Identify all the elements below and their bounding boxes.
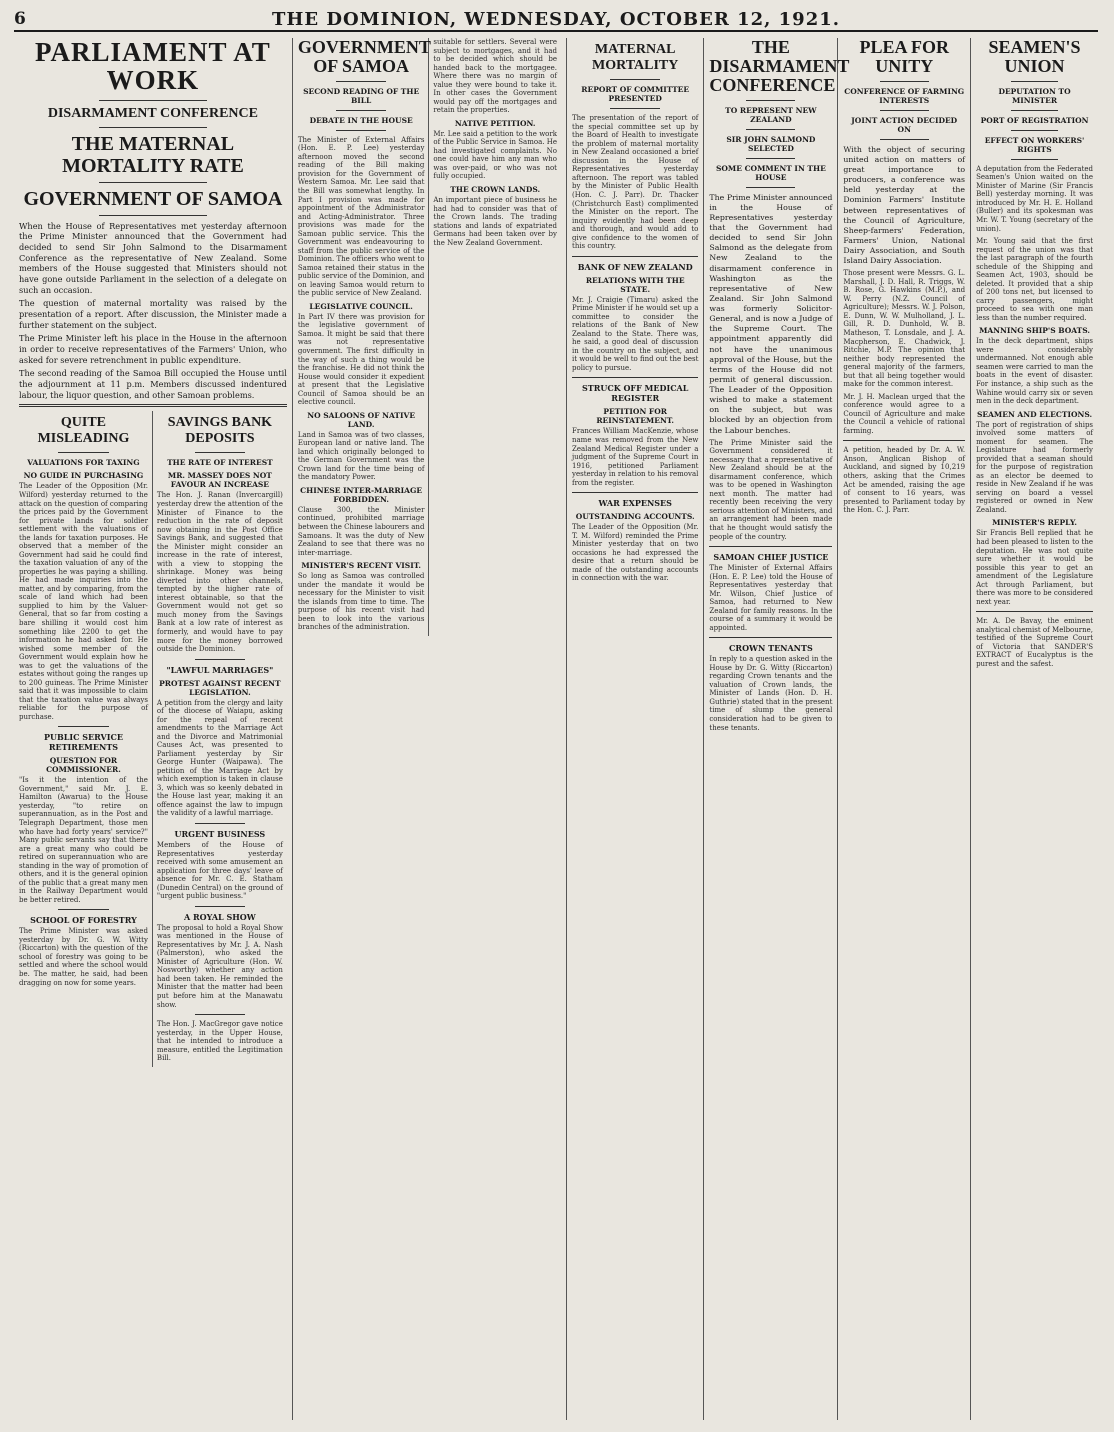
headline-seamen: SEAMEN'S UNION bbox=[988, 37, 1081, 76]
subhead-deputation: DEPUTATION TO MINISTER bbox=[998, 86, 1071, 105]
subhead-samoa: GOVERNMENT OF SAMOA bbox=[23, 187, 283, 210]
headline-bank: BANK OF NEW ZEALAND bbox=[577, 261, 693, 272]
section-head: CHINESE INTER-MARRIAGE FORBIDDEN. bbox=[300, 485, 423, 504]
article-body: Members of the House of Representatives yesterday received with some amusement an application for three days' leave of absence for Mr. C. E. Statham (Dunedin Central) on the ground of "urgent public business." bbox=[156, 841, 283, 901]
article-body: Sir Francis Bell replied that he had been pleased to listen to the deputation. He was not quite sure whether it would be possible this year to get an amendment of the Legislature Act through Parliament, but there was more to be considered next year. bbox=[976, 529, 1094, 606]
subhead-protest: PROTEST AGAINST RECENT LEGISLATION. bbox=[159, 678, 281, 697]
subhead-relations: RELATIONS WITH THE STATE. bbox=[585, 275, 685, 294]
section-head: MANNING SHIP'S BOATS. bbox=[979, 326, 1091, 336]
subhead-salmond: SIR JOHN SALMOND SELECTED bbox=[726, 134, 816, 153]
intro-paragraph-1: When the House of Representatives met yesterday afternoon the Prime Minister announced that the Government had decided to send Sir John Salmond to the Disarmament Conference as the representative of New Zealand. Some members of the House suggested that Ministers should not have gone outside Parliament in the selection of a delegate on such an occasion. bbox=[19, 220, 287, 295]
subhead-no-guide: NO GUIDE IN PURCHASING bbox=[23, 471, 144, 481]
article-body: The Prime Minister said the Government considered it necessary that a representative of New Zealand should be at the disarmament conference, which was to be opened in Washington next month. The matter had recently been receiving the very serious attention of Ministers, and an arrangement had been made that he thought would satisfy the people of the country. bbox=[709, 438, 833, 541]
column-seamen bbox=[971, 38, 1098, 1420]
article-body: The proposal to hold a Royal Show was mentioned in the House of Representatives by Mr. J. A. Nash (Palmerston), who asked the Minister of Agriculture (Hon. W. Nosworthy) whether any action had been taken. He reminded the Minister that the matter had been put before him at the Manawatu show. bbox=[156, 923, 283, 1009]
section-head: NATIVE PETITION. bbox=[454, 118, 536, 128]
article-body: "Is it the intention of the Government," said Mr. J. E. Hamilton (Awarua) to the House yesterday, "to retire on superannuation, as in the Post and Telegraph Department, those men who have had forty years' service?" Many public servants say that there are a great many who could be retired on superannuation who are standing in the way of promotion of others, and it is the general opinion of the public that a great many men in the Railway Department would be better retired. bbox=[19, 776, 148, 904]
headline-samoa: GOVERNMENT OF SAMOA bbox=[297, 37, 431, 76]
article-body: Mr. Lee said a petition to the work of the Public Service in Samoa. He had investigated complaints. No one could have him any man who was over-paid, or who was not fully occupied. bbox=[433, 129, 557, 181]
subhead-interest: THE RATE OF INTEREST bbox=[167, 458, 273, 468]
advertisement: Mr. A. De Bavay, the eminent analytical chemist of Melbourne, testified of the Supreme Court of Victoria that SANDER'S EXTRACT of Eucalyptus is the purest and the safest. bbox=[976, 617, 1094, 668]
column-maternal bbox=[567, 38, 704, 1420]
subhead-commissioner: QUESTION FOR COMMISSIONER. bbox=[46, 756, 121, 775]
article-valuations bbox=[19, 411, 153, 1066]
headline-retirements: PUBLIC SERVICE RETIREMENTS bbox=[43, 732, 123, 753]
headline-parliament: PARLIAMENT AT WORK bbox=[35, 37, 271, 96]
article-body: Mr. Young said that the first request of the union was that the last paragraph of the fourth schedule of the Shipping and Seamen Act, 1903, should be deleted. It provided that a ship of 200 tons net, but licensed to carry passengers, might proceed to sea with one man less than the number required. bbox=[976, 237, 1094, 322]
headline-disarmament: THE DISARMAMENT CONFERENCE bbox=[709, 37, 850, 95]
section-head: MINISTER'S RECENT VISIT. bbox=[301, 561, 421, 571]
article-body: Land in Samoa was of two classes, European land or native land. The land which originally belonged to the German Government was the Crown land for the time being of the mandatory Power. bbox=[297, 430, 425, 482]
subhead-massey: MR. MASSEY DOES NOT FAVOUR AN INCREASE bbox=[167, 471, 272, 490]
headline-marriages: "LAWFUL MARRIAGES" bbox=[166, 664, 274, 675]
intro-paragraph: With the object of securing united action on matters of great importance to producers, a conference was held yesterday at the Dominion Farmers' Institute between representatives of the Council of Agriculture, Sheep-farmers' Federation, Farmers' Union, National Dairy Association, and South Island Dairy Association. bbox=[843, 144, 966, 266]
article-body: The Leader of the Opposition (Mr. Wilford) yesterday returned to the attack on the question of comparing the prices paid by the Government for private lands for soldier settlement with the valuations of the lands for taxation purposes. He observed that a member of the Government had said he could find the taxation valuation of any of the properties he was paying a shilling. He had made inquiries into the matter, and by comparing, from the scale of land which had been supplied to him by the Valuer-General, that so far from costing a bare shilling it would cost him something like 2200 to get the information he had asked for. He wished some member of the Government would explain how he was to get the valuations of the estates without going the ranges up to 200 guineas. The Prime Minister said that it was impossible to claim that the taxation value was always reliable for the purpose of purchase. bbox=[19, 482, 148, 721]
masthead bbox=[14, 8, 1098, 32]
article-body: Frances William MacKenzie, whose name was removed from the New Zealand Medical Register under a judgment of the Supreme Court in 1916, petitioned Parliament yesterday in relation to his removal from the register. bbox=[572, 427, 699, 487]
masthead-title: THE DOMINION, WEDNESDAY, OCTOBER 12, 1921. bbox=[271, 9, 841, 30]
section-head: SEAMEN AND ELECTIONS. bbox=[976, 409, 1093, 419]
article-body: The Hon. J. Ranan (Invercargill) yesterday drew the attention of the Minister of Finance to the reduction in the rate of deposit now obtaining in the Post Office Savings Bank, and suggested that the Minister might consider an increase in the rate of interest, with a view to stopping the shrinkage. Money was being diverted into other channels, tempted by the higher rate of interest obtainable, so that the Government would not get so much money from the Savings Bank at a low rate of interest as formerly, and would have to pay more for the money borrowed outside the Dominion. bbox=[156, 491, 283, 654]
intro-paragraph-4: The second reading of the Samoa Bill occupied the House until the adjournment at 11 p.m. Members discussed indentured labour, the liquor question, and other Samoan problems. bbox=[19, 368, 287, 400]
article-body: Those present were Messrs. G. L. Marshall, J. D. Hall, R. Triggs, W. B. Rose, G. Hawkins (M.P.), and W. Perry (N.Z. Council of Agriculture); Messrs. W. J. Polson, E. Dunn, W. W. Mulholland, J. L. Gill, R. D. Dunhold, W. B. Matheson, T. Lonsdale, and J. A. Macpherson, E. Chadwick, J. Ritchie, M.P. The opinion that neither body represented the general majority of the farmers, but that all being together would make for the common interest. bbox=[843, 269, 966, 389]
headline-royal-show: A ROYAL SHOW bbox=[184, 911, 256, 922]
article-body: So long as Samoa was controlled under the mandate it would be necessary for the Minister to visit the islands from time to time. The purpose of his recent visit had been to look into the various branches of the administration. bbox=[297, 572, 425, 632]
subhead-disarmament: DISARMAMENT CONFERENCE bbox=[47, 105, 258, 121]
article-body: In the deck department, ships were considerably undermanned. Not enough able seamen were carried to man the boats in the event of disaster. For instance, a ship such as the Wahine would carry six or seven men in the deck department. bbox=[976, 337, 1094, 406]
article-body: Clause 300, the Minister continued, prohibited marriage between the Chinese labourers and Samoans. It was the duty of New Zealand to see that there was no inter-marriage. bbox=[297, 505, 425, 557]
subhead-petition: PETITION FOR REINSTATEMENT. bbox=[596, 407, 675, 426]
section-head: MINISTER'S REPLY. bbox=[992, 518, 1077, 528]
section-head: NO SALOONS OF NATIVE LAND. bbox=[307, 410, 416, 429]
subhead-valuations: VALUATIONS FOR TAXING bbox=[27, 458, 140, 468]
subhead-comment: SOME COMMENT IN THE HOUSE bbox=[715, 163, 826, 182]
article-body: The presentation of the report of the special committee set up by the Board of Health to investigate the problem of maternal mortality in New Zealand occasioned a brief discussion in the House of Representatives yesterday afternoon. The report was tabled by the Minister of Public Health (Hon. C. J. Parr). Dr. Thacker (Christchurch East) complimented the Minister on the report. The inquiry evidently had been deep and thorough, and would add to give confidence to the women of this country. bbox=[572, 114, 699, 251]
page-number: 6 bbox=[14, 9, 26, 29]
article-body: In Part IV there was provision for the legislative government of Samoa. It might be said that there was not representative government. The first difficulty in the way of such a thing would be the franchise. He did not think the House would consider it expedient at present that the Legislative Council of Samoa should be an elective council. bbox=[297, 312, 425, 407]
article-body: The Minister of External Affairs (Hon. E. P. Lee) yesterday afternoon moved the second reading of the Bill making provision for the Government of Western Samoa. Mr. Lee said that the Bill was somewhat lengthy. In Part I provision was made for appointment of the Administrator and Acting-Administrator. Three provisions was made for the Samoan public service. This the Government was endeavouring to staff from the public service of the Dominion. The officers who went to Samoa retained their status in the public service of the Dominion, and on leaving Samoa would return to the public service of New Zealand. bbox=[297, 135, 425, 298]
column-samoa bbox=[293, 38, 567, 1420]
article-body: suitable for settlers. Several were subject to mortgages, and it had to be decided which should be handed back to the mortgagee. Where there was no margin of value they were bound to take it. In other cases the Government would pay off the mortgages and retain the properties. bbox=[433, 38, 557, 115]
headline-struck-off: STRUCK OFF MEDICAL REGISTER bbox=[581, 383, 689, 404]
subhead-debate: DEBATE IN THE HOUSE bbox=[309, 115, 413, 125]
headline-maternal: MATERNAL MORTALITY bbox=[592, 42, 679, 74]
headline-crown-tenants: CROWN TENANTS bbox=[729, 643, 813, 654]
subhead-effect: EFFECT ON WORKERS' RIGHTS bbox=[984, 135, 1085, 154]
intro-paragraph-2: The question of maternal mortality was raised by the presentation of a report. After discussion, the Minister made a further statement on the subject. bbox=[19, 298, 287, 330]
intro-paragraph: The Prime Minister announced in the House of Representatives yesterday that the Government had decided to send Sir John Salmond as the delegate from New Zealand to the disarmament conference in Washington as the representative of New Zealand. Sir John Salmond was formerly Solicitor-General, and is now a Judge of the Supreme Court. The appointment apparently did not have the unanimous approval of the House, but the terms of the House did not permit of general discussion. The Leader of the Opposition wished to make a statement on the subject, but was blocked by an objection from the Labour benches. bbox=[709, 192, 833, 435]
subhead-second-reading: SECOND READING OF THE BILL bbox=[303, 86, 420, 105]
column-unity bbox=[838, 38, 971, 1420]
article-body: The Hon. J. MacGregor gave notice yesterday, in the Upper House, that he intended to introduce a measure, entitled the Legitimation Bill. bbox=[156, 1020, 283, 1063]
column-parliament bbox=[14, 38, 293, 1420]
article-body: The port of registration of ships involved some matters of moment for seamen. The Legislature had formerly provided that a seaman should for the purpose of registration as an elector be deemed to reside in New Zealand if he was serving on board a vessel registered or owned in New Zealand. bbox=[976, 420, 1094, 514]
article-body: An important piece of business he had had to consider was that of the Crown lands. The trading stations and lands of expatriated Germans had been taken over by the New Zealand Government. bbox=[433, 195, 557, 247]
article-body: A petition, headed by Dr. A. W. Anson, Anglican Bishop of Auckland, and signed by 10,219 others, asking that the Crimes Act be amended, raising the age of consent to 16 years, was presented to Parliament today by the Hon. C. J. Parr. bbox=[843, 446, 966, 515]
headline-urgent: URGENT BUSINESS bbox=[174, 829, 266, 839]
article-body: A petition from the clergy and laity of the diocese of Waiapu, asking for the repeal of recent amendments to the Marriage Act and the Divorce and Matrimonial Causes Act, was presented to Parliament yesterday by Sir George Hunter (Waipawa). The petition of the Marriage Act by which exemption is taken in clause 3, which was so keenly debated in the House last year, making it an offence against the law to impugn the validity of a lawful marriage. bbox=[156, 698, 283, 818]
headline-misleading: QUITE MISLEADING bbox=[37, 415, 130, 447]
article-savings bbox=[153, 411, 287, 1066]
article-body: Mr. J. Craigie (Timaru) asked the Prime Minister if he would set up a committee to consider the relations of the Bank of New Zealand to the State. There was, he said, a good deal of discussion in the country on the subject, and it would be well to find out the best policy to pursue. bbox=[572, 295, 699, 372]
section-head: LEGISLATIVE COUNCIL. bbox=[309, 301, 413, 311]
subhead-outstanding: OUTSTANDING ACCOUNTS. bbox=[575, 512, 695, 522]
subhead-maternal: THE MATERNAL MORTALITY RATE bbox=[62, 132, 244, 177]
intro-paragraph-3: The Prime Minister left his place in the House in the afternoon in order to receive representatives of the Farmers' Union, who asked for severe retrenchment in public expenditure. bbox=[19, 333, 287, 365]
article-body: The Minister of External Affairs (Hon. E. P. Lee) told the House of Representatives yesterday that Mr. Wilson, Chief Justice of Samoa, had returned to New Zealand for family reasons. In the course of a summary it would be appointed. bbox=[709, 564, 833, 632]
article-body: Mr. J. H. Maclean urged that the conference would agree to a Council of Agriculture and make the Council a vehicle of rational farming. bbox=[843, 392, 966, 435]
section-head: THE CROWN LANDS. bbox=[450, 184, 541, 194]
column-disarmament bbox=[704, 37, 850, 1420]
article-body: The Prime Minister was asked yesterday by Dr. G. W. Witty (Riccarton) with the question of the school of forestry was going to be settled and where the school would be. The matter, he said, had been dragging on now for some years. bbox=[19, 927, 148, 987]
subhead-port: PORT OF REGISTRATION bbox=[980, 115, 1089, 125]
headline-unity: PLEA FOR UNITY bbox=[859, 37, 949, 76]
subhead-conference: CONFERENCE OF FARMING INTERESTS bbox=[844, 86, 965, 105]
subhead-joint-action: JOINT ACTION DECIDED ON bbox=[851, 115, 958, 134]
subhead-represent: TO REPRESENT NEW ZEALAND bbox=[725, 105, 817, 124]
subhead-report: REPORT OF COMMITTEE PRESENTED bbox=[581, 85, 690, 104]
headline-chief-justice: SAMOAN CHIEF JUSTICE bbox=[713, 552, 829, 563]
article-body: In reply to a question asked in the House by Dr. G. Witty (Riccarton) regarding Crown tenants and the valuation of Crown lands, the Minister of Lands (Hon. D. H. Guthrie) stated that in the present time of slump the general consideration had to be given to these tenants. bbox=[709, 655, 833, 732]
article-body: The Leader of the Opposition (Mr. T. M. Wilford) reminded the Prime Minister yesterday that on two occasions he had expressed the desire that a return should be made of the outstanding accounts in connection with the war. bbox=[572, 523, 699, 583]
article-body: A deputation from the Federated Seamen's Union waited on the Minister of Marine (Sir Francis Bell) yesterday morning. It was introduced by Mr. H. E. Holland (Buller) and its spokesman was Mr. W. T. Young (secretary of the union). bbox=[976, 164, 1094, 233]
headline-war-expenses: WAR EXPENSES bbox=[598, 498, 672, 509]
headline-savings: SAVINGS BANK DEPOSITS bbox=[167, 415, 273, 447]
headline-forestry: SCHOOL OF FORESTRY bbox=[30, 915, 137, 926]
